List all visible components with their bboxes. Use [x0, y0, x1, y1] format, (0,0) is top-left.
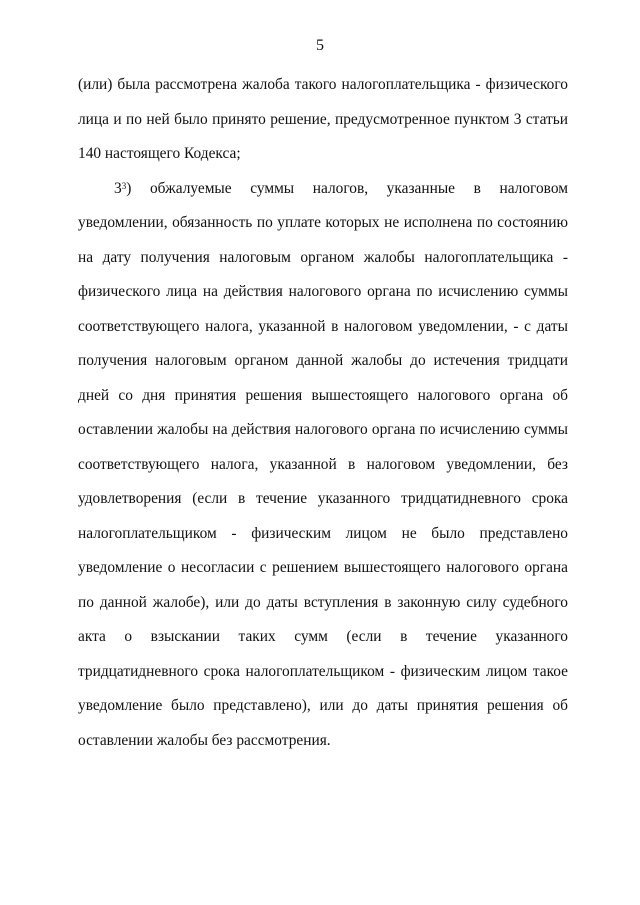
page-number: 5 [316, 37, 324, 54]
item-text: обжалуемые суммы налогов, указанные в налоговом уведомлении, обязанность по уплате которых не исполнена по состоянию на дату получения налоговым органом жалобы налогоплательщика - физического лица на действия налогового органа по исчислению суммы соответствующего налога, указанной в налоговом уведомлении, - с даты получения налоговым органом данной жалобы до истечения тридцати дней со дня принятия решения вышестоящего налогового органа об оставлении жалобы на действия налогового органа по исчислению суммы соответствующего налога, указанной в налоговом уведомлении, без удовлетворения (если в течение указанного тридцатидневного срока налогоплательщиком - физическим лицом не было представлено уведомление о несогласии с решением вышестоящего налогового органа по данной жалобе), или до даты вступления в законную силу судебного акта о взыскании таких сумм (если в течение указанного тридцатидневного срока налогоплательщиком - физическим лицом такое уведомление было представлено), или до даты принятия решения об оставлении жалобы без рассмотрения. [78, 179, 568, 749]
paragraph-continuation: (или) была рассмотрена жалоба такого налогоплательщика - физического лица и по ней было принято решение, предусмотренное пунктом 3 статьи 140 настоящего Кодекса; [78, 76, 568, 162]
item-marker-base: 3 [114, 179, 122, 197]
item-marker-close: ) [126, 179, 132, 197]
document-body [78, 68, 568, 758]
paragraph-item-3-3 [78, 172, 568, 759]
item-marker-superscript: 3 [121, 180, 127, 191]
